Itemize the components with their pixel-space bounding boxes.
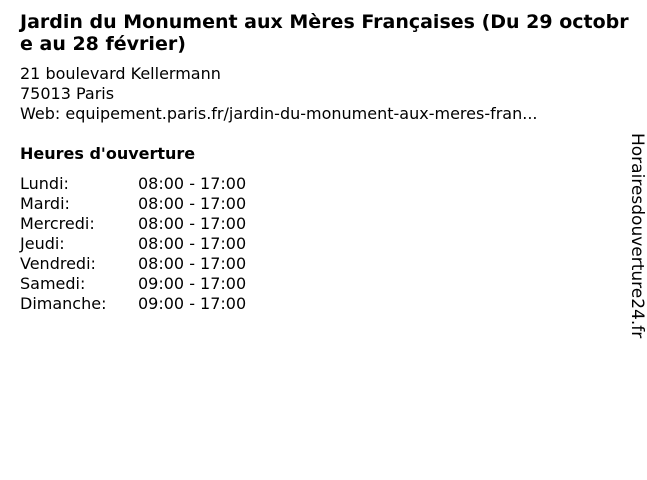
hours-row-sunday	[20, 294, 268, 314]
time-range: 08:00 - 17:00	[138, 214, 247, 233]
hours-row-tuesday	[20, 194, 268, 214]
time-range: 08:00 - 17:00	[138, 234, 247, 253]
hours-row-wednesday	[20, 214, 268, 234]
hours-row-saturday	[20, 274, 268, 294]
opening-hours-heading: Heures d'ouverture	[20, 144, 196, 163]
day-label: Dimanche:	[20, 294, 107, 313]
time-range: 08:00 - 17:00	[138, 194, 247, 213]
city-postcode: 75013 Paris	[20, 84, 115, 103]
day-label: Mardi:	[20, 194, 70, 213]
time-range: 09:00 - 17:00	[138, 294, 247, 313]
address-block	[20, 64, 538, 124]
day-label: Jeudi:	[20, 234, 65, 253]
page-title: Jardin du Monument aux Mères Françaises (Du 29 octobre au 28 février)	[20, 11, 629, 55]
day-label: Samedi:	[20, 274, 86, 293]
day-label: Vendredi:	[20, 254, 96, 273]
opening-hours-table	[20, 174, 268, 314]
site-watermark: Horairesdouverture24.fr	[627, 133, 647, 339]
hours-row-friday	[20, 254, 268, 274]
day-label: Lundi:	[20, 174, 69, 193]
hours-row-thursday	[20, 234, 268, 254]
time-range: 08:00 - 17:00	[138, 174, 247, 193]
time-range: 09:00 - 17:00	[138, 274, 247, 293]
website-link[interactable]: Web: equipement.paris.fr/jardin-du-monument-aux-meres-fran...	[20, 104, 538, 123]
hours-row-monday	[20, 174, 268, 194]
street-address: 21 boulevard Kellermann	[20, 64, 221, 83]
time-range: 08:00 - 17:00	[138, 254, 247, 273]
day-label: Mercredi:	[20, 214, 95, 233]
